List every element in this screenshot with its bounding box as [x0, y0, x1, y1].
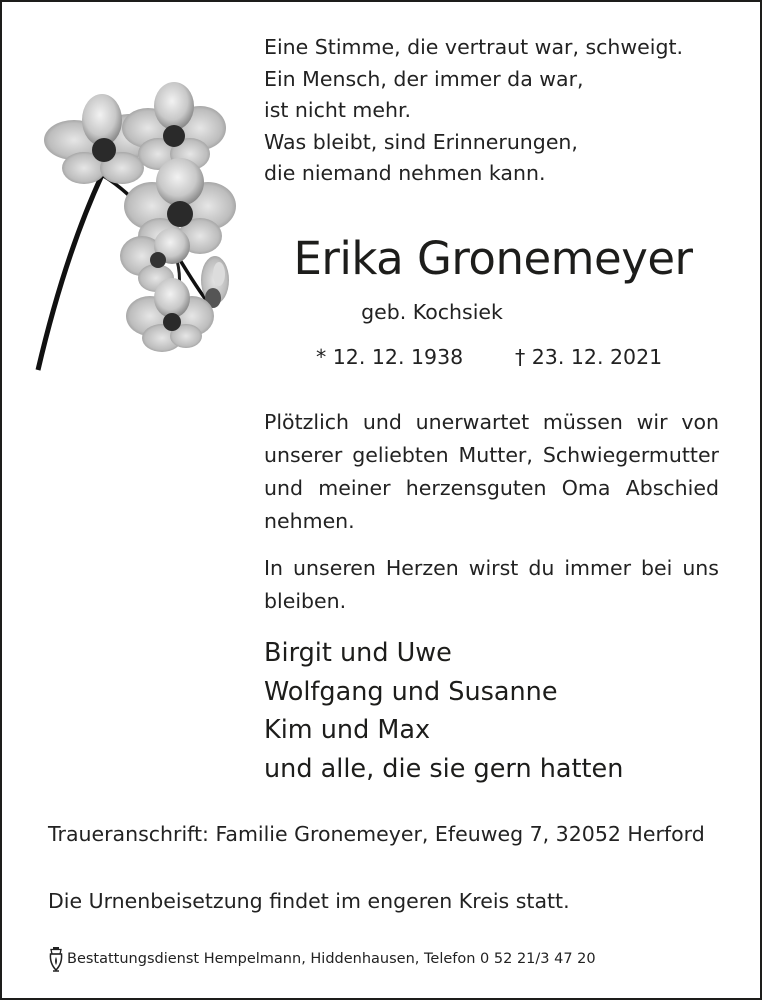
signer: Wolfgang und Susanne [264, 676, 558, 707]
orchid-image [32, 80, 247, 372]
signer: Birgit und Uwe [264, 638, 452, 668]
maiden-name [133, 298, 731, 326]
poem [264, 32, 734, 190]
poem-line: Was bleibt, sind Erinnerungen, [264, 129, 578, 154]
signer: und alle, die sie gern hatten [264, 753, 624, 784]
signer: Kim und Max [264, 715, 431, 745]
message [264, 406, 719, 632]
burial-note: Die Urnenbeisetzung findet im engeren Kreis statt. [48, 889, 570, 913]
signers [264, 634, 734, 788]
mourning-address: Traueranschrift: Familie Gronemeyer, Efeuweg 7, 32052 Herford [48, 822, 705, 846]
poem-line: die niemand nehmen kann. [264, 161, 546, 185]
poem-line: ist nicht mehr. [264, 98, 412, 122]
funeral-service-text: Bestattungsdienst Hempelmann, Hiddenhausen, Telefon 0 52 21/3 47 20 [67, 951, 596, 967]
poem-line: Ein Mensch, der immer da war, [264, 66, 584, 91]
poem-line: Eine Stimme, die vertraut war, schweigt. [264, 35, 684, 59]
message-paragraph: In unseren Herzen wirst du immer bei uns bleiben. [264, 556, 719, 613]
death-date: † 23. 12. 2021 [515, 345, 663, 369]
deceased-name: Erika Gronemeyer [293, 232, 693, 285]
message-paragraph: Plötzlich und unerwartet müssen wir von unserer geliebten Mutter, Schwiegermutter und meiner herzensguten Oma Abschied nehmen. [264, 410, 719, 533]
birth-date: * 12. 12. 1938 [316, 345, 464, 369]
grave-lantern-icon [48, 946, 64, 972]
maiden-name-text: geb. Kochsiek [361, 300, 503, 324]
funeral-service [48, 944, 728, 974]
